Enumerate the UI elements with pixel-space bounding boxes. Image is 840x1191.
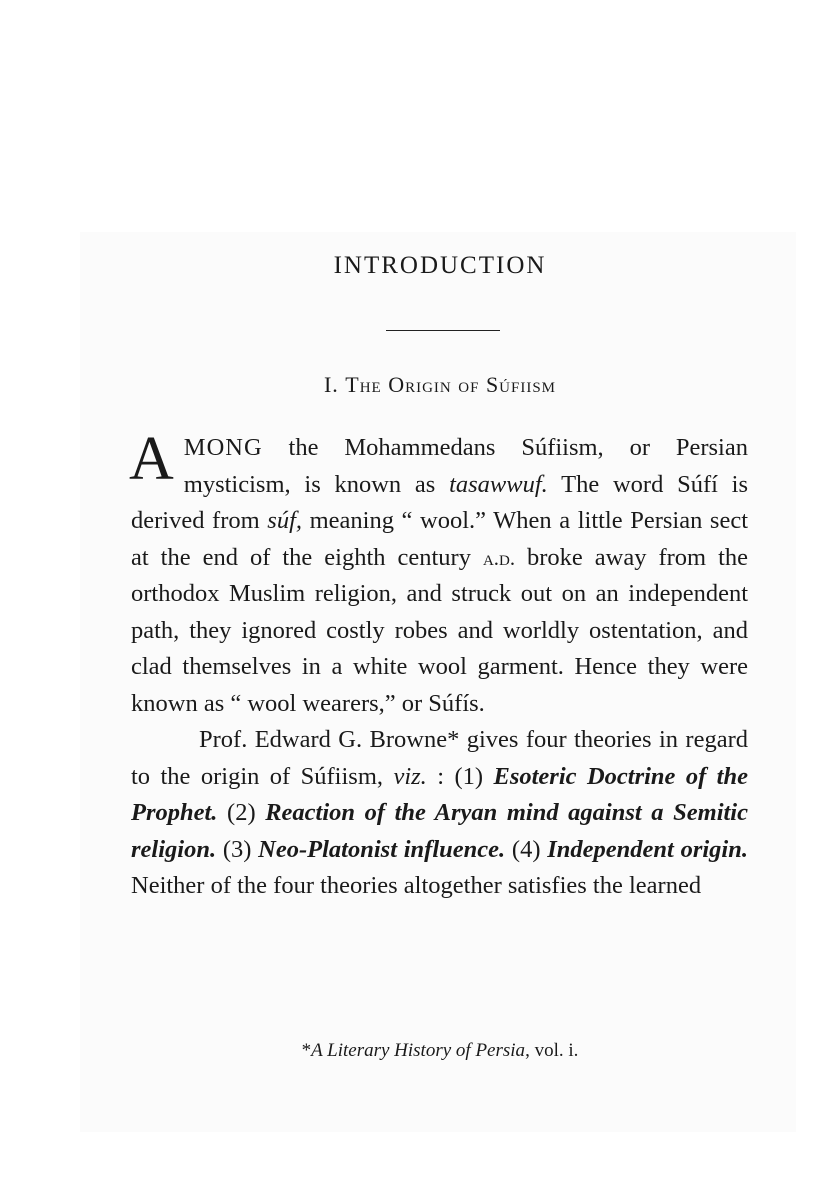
- paragraph-2-text: Neither of the four theories altogether satisfies the learned: [131, 872, 702, 899]
- drop-cap: A: [129, 425, 174, 493]
- paragraph-2: [131, 722, 748, 905]
- section-number: I.: [323, 372, 339, 397]
- footnote: [0, 1040, 840, 1062]
- section-title: The Origin of Súfiism: [345, 372, 557, 397]
- paragraph-1-text: the Mohammedans Súfiism, or Persian mysticism, is known as: [183, 434, 748, 498]
- era-abbreviation: a.d.: [482, 545, 516, 570]
- paragraph-1-text: broke away from the orthodox Muslim religion, and struck out on an independent path, they ignored costly robes and worldly ostentation, and clad themselves in a white wool garment. Hence they were known as “ wool wearers,” or Súfís.: [131, 543, 749, 717]
- footnote-text: , vol. i.: [525, 1040, 579, 1061]
- paragraph-1-lead: MONG: [183, 434, 263, 461]
- paragraph-2-text: (3): [216, 835, 259, 863]
- theory-3: Neo-Platonist influence.: [258, 835, 506, 863]
- section-heading: [0, 372, 840, 398]
- title-divider: [386, 330, 500, 331]
- footnote-marker: *: [301, 1040, 312, 1061]
- chapter-title: INTRODUCTION: [333, 252, 547, 279]
- theory-2: Reaction of the Aryan mind against a Semitic religion.: [131, 799, 748, 863]
- theory-4: Independent origin.: [547, 835, 748, 863]
- body-text: [129, 425, 749, 905]
- paragraph-2-text: (2): [217, 799, 266, 826]
- paragraph-2-text: : (1): [426, 762, 494, 790]
- paragraph-1-text: The word Súfí is derived from: [131, 470, 749, 534]
- paragraph-1-text: meaning “ wool.” When a little Persian sect at the end of the eighth century: [131, 507, 749, 571]
- term-tasawwuf: tasawwuf.: [449, 470, 548, 498]
- term-viz: viz.: [393, 762, 427, 790]
- paragraph-1: [129, 425, 749, 722]
- paragraph-2-text: (4): [505, 835, 548, 863]
- theory-1: Esoteric Doctrine of the Prophet.: [131, 762, 748, 826]
- footnote-title: A Literary History of Persia: [311, 1040, 526, 1061]
- term-suf: súf,: [267, 507, 302, 534]
- paragraph-2-text: Prof. Edward G. Browne* gives four theories in regard to the origin of Súfiism,: [131, 726, 748, 790]
